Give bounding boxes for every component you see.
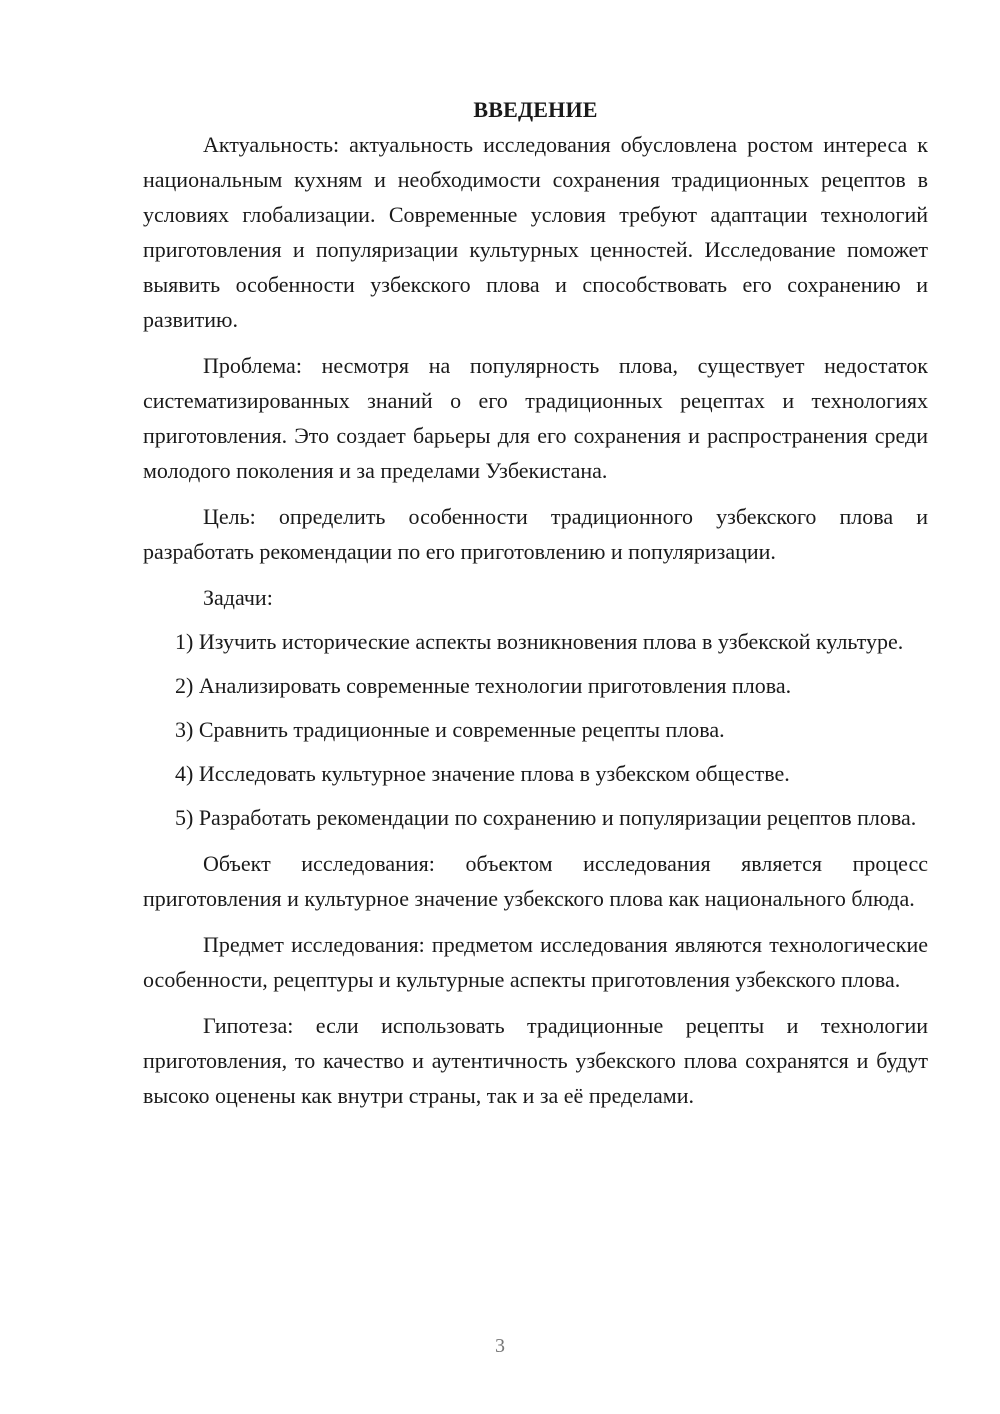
task-item-3: 3) Сравнить традиционные и современные рецепты плова. bbox=[175, 717, 725, 742]
paragraph-relevance: Актуальность: актуальность исследования обусловлена ростом интереса к национальным кухням и необходимости сохранения традиционных рецептов в условиях глобализации. Современные условия требуют адаптации технологий приготовления и популяризации культурных ценностей. Исследование поможет выявить особенности узбекского плова и способствовать его сохранению и развитию. bbox=[143, 132, 928, 332]
tasks-heading: Задачи: bbox=[203, 585, 273, 610]
document-title: ВВЕДЕНИЕ bbox=[473, 97, 598, 122]
paragraph-goal: Цель: определить особенности традиционного узбекского плова и разработать рекомендации по его приготовлению и популяризации. bbox=[143, 504, 928, 564]
paragraph-problem: Проблема: несмотря на популярность плова, существует недостаток систематизированных знаний о его традиционных рецептах и технологиях приготовления. Это создает барьеры для его сохранения и распространения среди молодого поколения и за пределами Узбекистана. bbox=[143, 353, 928, 483]
paragraph-object: Объект исследования: объектом исследования является процесс приготовления и культурное значение узбекского плова как национального блюда. bbox=[143, 851, 928, 911]
task-item-1: 1) Изучить исторические аспекты возникновения плова в узбекской культуре. bbox=[175, 629, 904, 654]
task-item-4: 4) Исследовать культурное значение плова в узбекском обществе. bbox=[175, 761, 790, 786]
task-item-2: 2) Анализировать современные технологии приготовления плова. bbox=[175, 673, 792, 698]
page-number: 3 bbox=[495, 1335, 505, 1357]
task-item-5: 5) Разработать рекомендации по сохранению и популяризации рецептов плова. bbox=[175, 805, 917, 830]
paragraph-subject: Предмет исследования: предметом исследования являются технологические особенности, рецептуры и культурные аспекты приготовления узбекского плова. bbox=[143, 932, 928, 992]
document-page bbox=[143, 92, 928, 1113]
paragraph-hypothesis: Гипотеза: если использовать традиционные рецепты и технологии приготовления, то качество и аутентичность узбекского плова сохранятся и будут высоко оценены как внутри страны, так и за её пределами. bbox=[143, 1013, 928, 1108]
